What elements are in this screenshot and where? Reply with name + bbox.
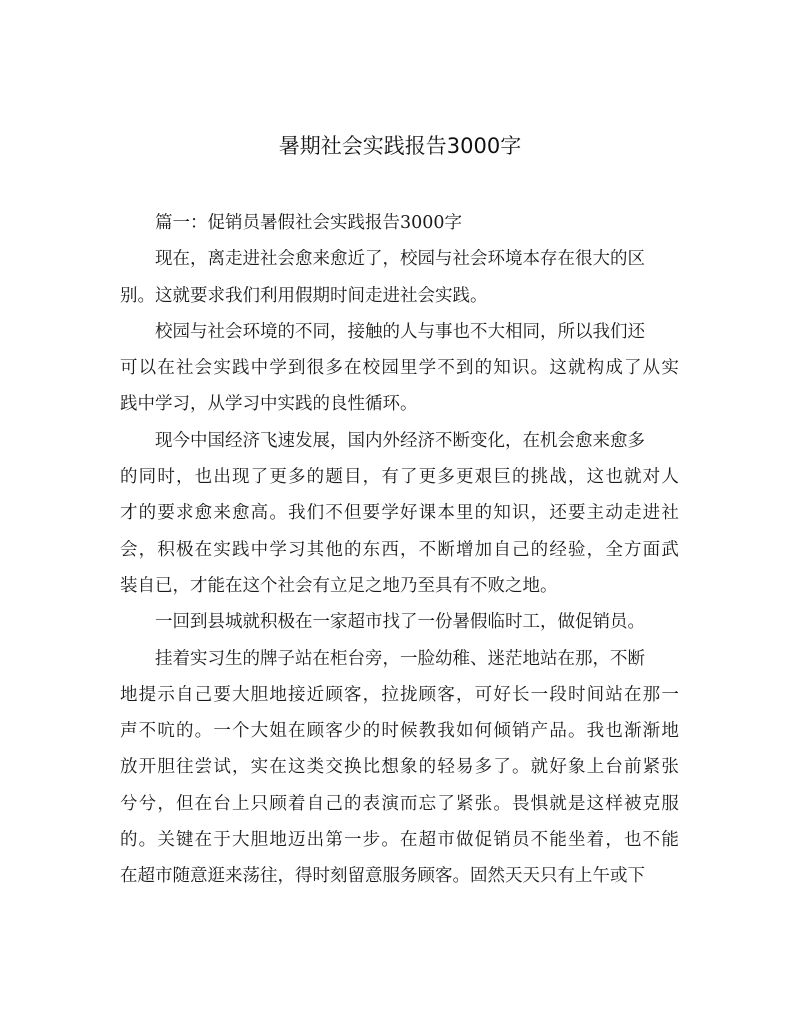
paragraph-line: 兮兮，但在台上只顾着自己的表演而忘了紧张。畏惧就是这样被克服 — [120, 793, 680, 814]
paragraph-line: 校园与社会环境的不同，接触的人与事也不大相同，所以我们还 — [155, 321, 645, 342]
paragraph-line: 现在，离走进社会愈来愈近了，校园与社会环境本存在很大的区 — [155, 249, 645, 270]
paragraph-line: 可以在社会实践中学到很多在校园里学不到的知识。这就构成了从实 — [120, 358, 680, 379]
paragraph-line: 地提示自己要大胆地接近顾客，拉拢顾客，可好长一段时间站在那一 — [120, 684, 680, 705]
body-paragraph — [120, 205, 680, 241]
paragraph-line: 在超市随意逛来荡往，得时刻留意服务顾客。固然天天只有上午或下 — [120, 866, 645, 887]
paragraph-line: 才的要求愈来愈高。我们不但要学好课本里的知识，还要主动走进社 — [120, 503, 680, 524]
paragraph-line: 篇一：促销员暑假社会实践报告3000字 — [155, 213, 463, 233]
document-body — [120, 205, 680, 895]
paragraph-line: 挂着实习生的牌子站在柜台旁，一脸幼稚、迷茫地站在那，不断 — [155, 648, 645, 669]
document-title: 暑期社会实践报告3000字 — [278, 134, 522, 158]
paragraph-line: 装自已，才能在这个社会有立足之地乃至具有不败之地。 — [120, 575, 558, 596]
paragraph-line: 声不吭的。一个大姐在顾客少的时候教我如何倾销产品。我也渐渐地 — [120, 721, 680, 742]
paragraph-line: 一回到县城就积极在一家超市找了一份暑假临时工，做促销员。 — [155, 612, 645, 633]
body-paragraph — [120, 314, 680, 423]
paragraph-line: 会，积极在实践中学习其他的东西，不断增加自己的经验，全方面武 — [120, 539, 680, 560]
paragraph-line: 的。关键在于大胆地迈出第一步。在超市做促销员不能坐着，也不能 — [120, 830, 680, 851]
body-paragraph — [120, 241, 680, 314]
paragraph-line: 别。这就要求我们利用假期时间走进社会实践。 — [120, 285, 488, 306]
paragraph-line: 现今中国经济飞速发展，国内外经济不断变化，在机会愈来愈多 — [155, 430, 645, 451]
paragraph-line: 践中学习，从学习中实践的良性循环。 — [120, 394, 418, 415]
body-paragraph — [120, 604, 680, 640]
paragraph-line: 的同时，也出现了更多的题目，有了更多更艰巨的挑战，这也就对人 — [120, 467, 680, 488]
body-paragraph — [120, 641, 680, 895]
body-paragraph — [120, 423, 680, 604]
paragraph-line: 放开胆往尝试，实在这类交换比想象的轻易多了。就好象上台前紧张 — [120, 757, 680, 778]
